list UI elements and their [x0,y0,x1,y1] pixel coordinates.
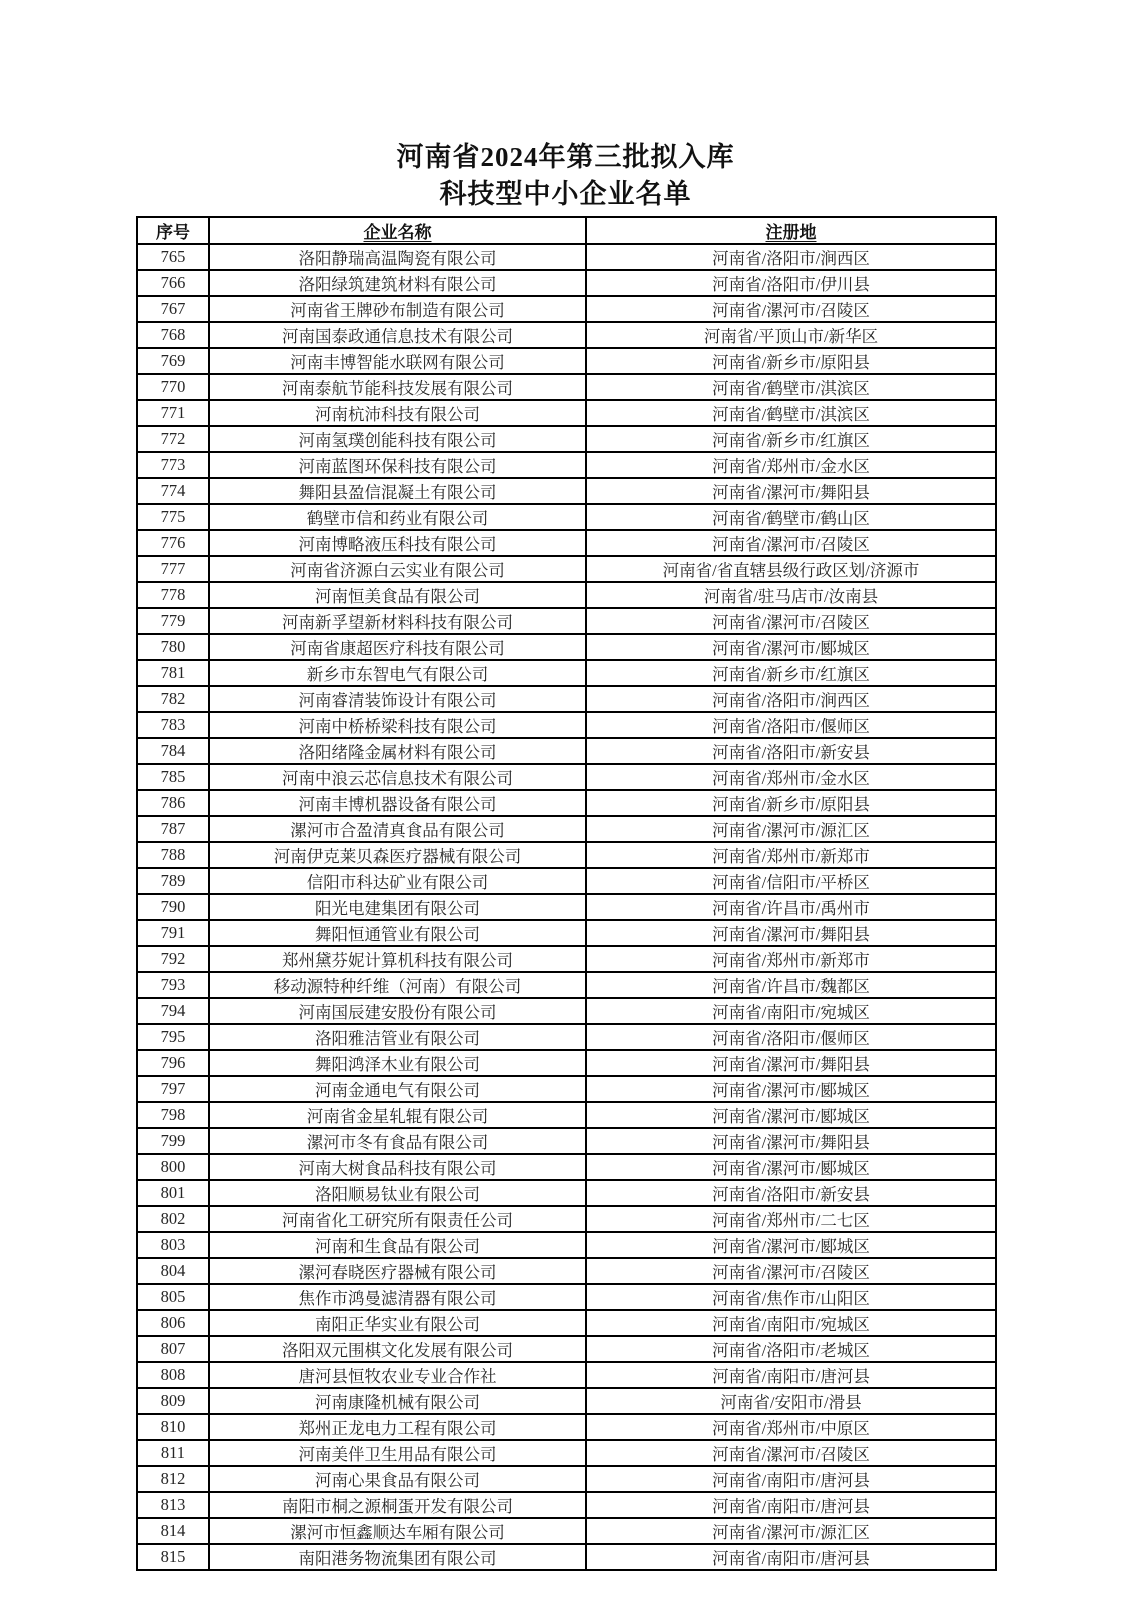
serial-cell: 768 [137,322,209,348]
table-row [137,1466,996,1492]
registered-location-cell: 河南省/驻马店市/汝南县 [586,582,996,608]
serial-cell: 774 [137,478,209,504]
registered-location-cell: 河南省/安阳市/滑县 [586,1388,996,1414]
registered-location-cell: 河南省/郑州市/金水区 [586,764,996,790]
registered-location-cell: 河南省/郑州市/新郑市 [586,842,996,868]
table-row [137,270,996,296]
serial-cell: 780 [137,634,209,660]
table-row [137,1544,996,1570]
table-row [137,556,996,582]
company-name-cell: 信阳市科达矿业有限公司 [209,868,586,894]
company-name-cell: 舞阳恒通管业有限公司 [209,920,586,946]
table-row [137,1492,996,1518]
registered-location-cell: 河南省/洛阳市/涧西区 [586,244,996,270]
company-name-cell: 河南中浪云芯信息技术有限公司 [209,764,586,790]
registered-location-cell: 河南省/洛阳市/偃师区 [586,712,996,738]
company-name-cell: 河南丰博机器设备有限公司 [209,790,586,816]
serial-cell: 787 [137,816,209,842]
serial-cell: 785 [137,764,209,790]
registered-location-cell: 河南省/郑州市/中原区 [586,1414,996,1440]
table-row [137,426,996,452]
company-name-cell: 河南省化工研究所有限责任公司 [209,1206,586,1232]
table-row [137,452,996,478]
company-name-cell: 河南伊克莱贝森医疗器械有限公司 [209,842,586,868]
table-row [137,296,996,322]
registered-location-cell: 河南省/南阳市/唐河县 [586,1362,996,1388]
table-row [137,1076,996,1102]
registered-location-cell: 河南省/许昌市/禹州市 [586,894,996,920]
serial-cell: 769 [137,348,209,374]
company-name-cell: 河南泰航节能科技发展有限公司 [209,374,586,400]
registered-location-cell: 河南省/漯河市/郾城区 [586,1154,996,1180]
table-row [137,1362,996,1388]
table-row [137,686,996,712]
company-name-cell: 河南睿清装饰设计有限公司 [209,686,586,712]
registered-location-cell: 河南省/郑州市/金水区 [586,452,996,478]
table-row [137,1128,996,1154]
company-name-cell: 河南丰博智能水联网有限公司 [209,348,586,374]
serial-cell: 798 [137,1102,209,1128]
serial-cell: 814 [137,1518,209,1544]
table-row [137,1180,996,1206]
table-row [137,400,996,426]
table-row [137,712,996,738]
registered-location-cell: 河南省/漯河市/源汇区 [586,1518,996,1544]
company-name-cell: 洛阳绪隆金属材料有限公司 [209,738,586,764]
table-row [137,1336,996,1362]
table-row [137,504,996,530]
company-name-cell: 河南省金星轧辊有限公司 [209,1102,586,1128]
serial-cell: 788 [137,842,209,868]
company-name-cell: 漯河市恒鑫顺达车厢有限公司 [209,1518,586,1544]
serial-cell: 776 [137,530,209,556]
registered-location-cell: 河南省/郑州市/新郑市 [586,946,996,972]
company-name-cell: 河南杭沛科技有限公司 [209,400,586,426]
registered-location-cell: 河南省/洛阳市/老城区 [586,1336,996,1362]
registered-location-cell: 河南省/新乡市/红旗区 [586,660,996,686]
company-table-body [137,244,996,1570]
serial-cell: 773 [137,452,209,478]
table-row [137,946,996,972]
company-name-cell: 河南美伴卫生用品有限公司 [209,1440,586,1466]
serial-cell: 794 [137,998,209,1024]
company-name-cell: 河南省康超医疗科技有限公司 [209,634,586,660]
table-row [137,244,996,270]
company-name-cell: 洛阳雅洁管业有限公司 [209,1024,586,1050]
serial-cell: 770 [137,374,209,400]
company-name-cell: 舞阳县盈信混凝土有限公司 [209,478,586,504]
registered-location-cell: 河南省/信阳市/平桥区 [586,868,996,894]
registered-location-cell: 河南省/漯河市/召陵区 [586,1440,996,1466]
company-name-cell: 漯河市冬有食品有限公司 [209,1128,586,1154]
table-row [137,1232,996,1258]
serial-cell: 782 [137,686,209,712]
company-table [136,216,997,1571]
company-name-cell: 河南省济源白云实业有限公司 [209,556,586,582]
registered-location-cell: 河南省/洛阳市/新安县 [586,1180,996,1206]
table-row [137,322,996,348]
serial-cell: 790 [137,894,209,920]
registered-location-cell: 河南省/漯河市/舞阳县 [586,478,996,504]
table-row [137,738,996,764]
company-name-cell: 洛阳双元围棋文化发展有限公司 [209,1336,586,1362]
serial-cell: 809 [137,1388,209,1414]
table-row [137,530,996,556]
table-row [137,1440,996,1466]
serial-cell: 771 [137,400,209,426]
company-name-cell: 郑州黛芬妮计算机科技有限公司 [209,946,586,972]
serial-cell: 810 [137,1414,209,1440]
serial-cell: 815 [137,1544,209,1570]
company-name-cell: 河南和生食品有限公司 [209,1232,586,1258]
company-name-cell: 南阳正华实业有限公司 [209,1310,586,1336]
table-row [137,894,996,920]
registered-location-cell: 河南省/漯河市/舞阳县 [586,1128,996,1154]
company-name-cell: 南阳市桐之源桐蛋开发有限公司 [209,1492,586,1518]
serial-cell: 792 [137,946,209,972]
registered-location-cell: 河南省/许昌市/魏都区 [586,972,996,998]
registered-location-cell: 河南省/南阳市/宛城区 [586,1310,996,1336]
registered-location-cell: 河南省/漯河市/召陵区 [586,296,996,322]
registered-location-cell: 河南省/鹤壁市/鹤山区 [586,504,996,530]
registered-location-cell: 河南省/漯河市/源汇区 [586,816,996,842]
table-row [137,1050,996,1076]
serial-cell: 766 [137,270,209,296]
company-name-cell: 漯河市合盈清真食品有限公司 [209,816,586,842]
table-row [137,608,996,634]
table-row [137,348,996,374]
title-line-2: 科技型中小企业名单 [439,179,692,209]
serial-cell: 813 [137,1492,209,1518]
registered-location-cell: 河南省/平顶山市/新华区 [586,322,996,348]
serial-cell: 765 [137,244,209,270]
registered-location-cell: 河南省/漯河市/郾城区 [586,634,996,660]
company-name-cell: 河南金通电气有限公司 [209,1076,586,1102]
table-row [137,582,996,608]
company-name-cell: 河南心果食品有限公司 [209,1466,586,1492]
company-name-cell: 新乡市东智电气有限公司 [209,660,586,686]
column-header-registered-location: 注册地 [586,217,996,244]
registered-location-cell: 河南省/鹤壁市/淇滨区 [586,374,996,400]
company-name-cell: 漯河春晓医疗器械有限公司 [209,1258,586,1284]
serial-cell: 779 [137,608,209,634]
registered-location-cell: 河南省/南阳市/唐河县 [586,1492,996,1518]
registered-location-cell: 河南省/省直辖县级行政区划/济源市 [586,556,996,582]
registered-location-cell: 河南省/漯河市/郾城区 [586,1076,996,1102]
company-name-cell: 河南博略液压科技有限公司 [209,530,586,556]
registered-location-cell: 河南省/新乡市/红旗区 [586,426,996,452]
table-row [137,764,996,790]
company-name-cell: 洛阳顺易钛业有限公司 [209,1180,586,1206]
registered-location-cell: 河南省/洛阳市/偃师区 [586,1024,996,1050]
registered-location-cell: 河南省/漯河市/郾城区 [586,1232,996,1258]
serial-cell: 806 [137,1310,209,1336]
serial-cell: 804 [137,1258,209,1284]
table-row [137,816,996,842]
serial-cell: 800 [137,1154,209,1180]
title-line-1: 河南省2024年第三批拟入库 [396,142,735,172]
table-row [137,1388,996,1414]
serial-cell: 797 [137,1076,209,1102]
company-name-cell: 河南大树食品科技有限公司 [209,1154,586,1180]
registered-location-cell: 河南省/新乡市/原阳县 [586,348,996,374]
registered-location-cell: 河南省/郑州市/二七区 [586,1206,996,1232]
serial-cell: 802 [137,1206,209,1232]
company-name-cell: 河南新孚望新材料科技有限公司 [209,608,586,634]
serial-cell: 811 [137,1440,209,1466]
table-row [137,920,996,946]
registered-location-cell: 河南省/漯河市/舞阳县 [586,920,996,946]
registered-location-cell: 河南省/漯河市/郾城区 [586,1102,996,1128]
company-name-cell: 河南省王牌砂布制造有限公司 [209,296,586,322]
company-name-cell: 鹤壁市信和药业有限公司 [209,504,586,530]
table-row [137,868,996,894]
serial-cell: 784 [137,738,209,764]
registered-location-cell: 河南省/洛阳市/新安县 [586,738,996,764]
table-row [137,1414,996,1440]
serial-cell: 808 [137,1362,209,1388]
table-row [137,478,996,504]
registered-location-cell: 河南省/漯河市/召陵区 [586,1258,996,1284]
table-row [137,660,996,686]
serial-cell: 801 [137,1180,209,1206]
serial-cell: 781 [137,660,209,686]
serial-cell: 796 [137,1050,209,1076]
table-row [137,1154,996,1180]
company-name-cell: 河南国辰建安股份有限公司 [209,998,586,1024]
table-row [137,634,996,660]
serial-cell: 778 [137,582,209,608]
serial-cell: 799 [137,1128,209,1154]
serial-cell: 793 [137,972,209,998]
serial-cell: 812 [137,1466,209,1492]
table-row [137,1258,996,1284]
company-name-cell: 郑州正龙电力工程有限公司 [209,1414,586,1440]
company-name-cell: 河南氢璞创能科技有限公司 [209,426,586,452]
table-row [137,790,996,816]
table-row [137,1206,996,1232]
company-name-cell: 阳光电建集团有限公司 [209,894,586,920]
serial-cell: 803 [137,1232,209,1258]
company-name-cell: 舞阳鸿泽木业有限公司 [209,1050,586,1076]
registered-location-cell: 河南省/漯河市/召陵区 [586,530,996,556]
table-row [137,842,996,868]
registered-location-cell: 河南省/洛阳市/涧西区 [586,686,996,712]
registered-location-cell: 河南省/南阳市/唐河县 [586,1466,996,1492]
registered-location-cell: 河南省/新乡市/原阳县 [586,790,996,816]
serial-cell: 791 [137,920,209,946]
column-header-company-name: 企业名称 [209,217,586,244]
table-row [137,998,996,1024]
serial-cell: 772 [137,426,209,452]
table-row [137,1024,996,1050]
column-header-serial: 序号 [137,217,209,244]
company-name-cell: 河南恒美食品有限公司 [209,582,586,608]
serial-cell: 783 [137,712,209,738]
company-name-cell: 河南康隆机械有限公司 [209,1388,586,1414]
company-name-cell: 移动源特种纤维（河南）有限公司 [209,972,586,998]
table-row [137,1310,996,1336]
serial-cell: 786 [137,790,209,816]
registered-location-cell: 河南省/漯河市/召陵区 [586,608,996,634]
serial-cell: 767 [137,296,209,322]
company-name-cell: 南阳港务物流集团有限公司 [209,1544,586,1570]
company-name-cell: 焦作市鸿曼滤清器有限公司 [209,1284,586,1310]
serial-cell: 807 [137,1336,209,1362]
table-row [137,1102,996,1128]
registered-location-cell: 河南省/焦作市/山阳区 [586,1284,996,1310]
company-name-cell: 河南蓝图环保科技有限公司 [209,452,586,478]
registered-location-cell: 河南省/洛阳市/伊川县 [586,270,996,296]
company-name-cell: 洛阳绿筑建筑材料有限公司 [209,270,586,296]
serial-cell: 775 [137,504,209,530]
registered-location-cell: 河南省/鹤壁市/淇滨区 [586,400,996,426]
company-name-cell: 河南国泰政通信息技术有限公司 [209,322,586,348]
company-name-cell: 洛阳静瑞高温陶瓷有限公司 [209,244,586,270]
company-name-cell: 河南中桥桥梁科技有限公司 [209,712,586,738]
serial-cell: 795 [137,1024,209,1050]
serial-cell: 777 [137,556,209,582]
company-name-cell: 唐河县恒牧农业专业合作社 [209,1362,586,1388]
registered-location-cell: 河南省/漯河市/舞阳县 [586,1050,996,1076]
document-title [0,139,1131,213]
serial-cell: 805 [137,1284,209,1310]
company-table-header [137,217,996,244]
registered-location-cell: 河南省/南阳市/唐河县 [586,1544,996,1570]
registered-location-cell: 河南省/南阳市/宛城区 [586,998,996,1024]
table-row [137,972,996,998]
table-row [137,1284,996,1310]
table-row [137,374,996,400]
table-row [137,1518,996,1544]
header-row [137,217,996,244]
serial-cell: 789 [137,868,209,894]
